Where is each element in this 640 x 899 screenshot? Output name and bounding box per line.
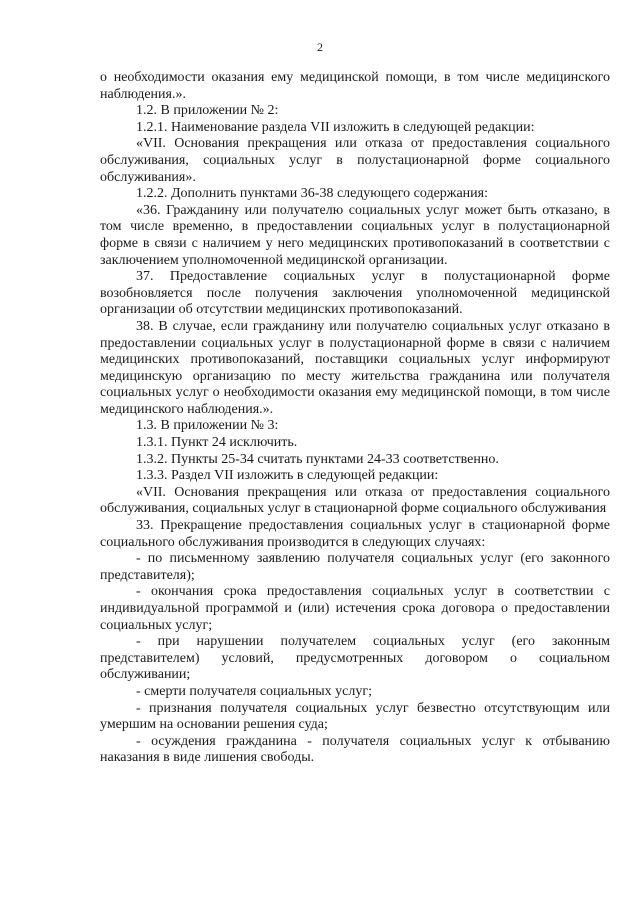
paragraph: 1.3.1. Пункт 24 исключить. (136, 435, 298, 451)
paragraph: - окончания срока предоставления социальных услуг в соответствии с индивидуальной программой и (или) истечения срока договора о предоставлении социальных услуг; (100, 584, 610, 633)
paragraph: - при нарушении получателем социальных услуг (его законным представителем) условий, предусмотренных договором о социальном обслуживании; (100, 634, 610, 683)
document-body (100, 70, 610, 767)
paragraph: 1.3. В приложении № 3: (136, 418, 279, 434)
paragraph: о необходимости оказания ему медицинской помощи, в том числе медицинского наблюдения.». (100, 70, 610, 102)
paragraph: «VII. Основания прекращения или отказа от предоставления социального обслуживания, социальных услуг в стационарной форме социального обслуживания (100, 484, 610, 517)
paragraph: 1.2.2. Дополнить пунктами 36-38 следующего содержания: (136, 186, 488, 202)
paragraph: «VII. Основания прекращения или отказа от предоставления социального обслуживания, социальных услуг в полустационарной форме социального обслуживания». (100, 136, 610, 185)
paragraph: - по письменному заявлению получателя социальных услуг (его законного представителя); (100, 551, 610, 583)
paragraph: - осуждения гражданина - получателя социальных услуг к отбыванию наказания в виде лишения свободы. (100, 733, 610, 766)
paragraph: «36. Гражданину или получателю социальных услуг может быть отказано, в том числе временно, в предоставлении социальных услуг в полустационарной форме в связи с наличием у него медицинских противопоказаний в соответствии с заключением уполномоченной медицинской организации. (100, 202, 610, 268)
paragraph: 1.3.3. Раздел VII изложить в следующей редакции: (136, 468, 439, 484)
paragraph: 33. Прекращение предоставления социальных услуг в стационарной форме социального обслуживания производится в следующих случаях: (100, 518, 610, 550)
paragraph: 1.2. В приложении № 2: (136, 103, 279, 119)
paragraph: 37. Предоставление социальных услуг в полустационарной форме возобновляется после получения заключения уполномоченной медицинской организации об отсутствии медицинских противопоказаний. (100, 269, 610, 318)
paragraph: 1.2.1. Наименование раздела VII изложить в следующей редакции: (136, 119, 535, 135)
paragraph: - смерти получателя социальных услуг; (136, 683, 372, 699)
paragraph: 1.3.2. Пункты 25-34 считать пунктами 24-33 соответственно. (136, 451, 499, 467)
paragraph: 38. В случае, если гражданину или получателю социальных услуг отказано в предоставлении социальных услуг в полустационарной форме в связи с наличием медицинских противопоказаний, поставщики социальных услуг информируют медицинскую организацию по месту жительства гражданина или получателя социальных услуг о необходимости оказания ему медицинской помощи, в том числе медицинского наблюдения.». (100, 318, 610, 417)
paragraph: - признания получателя социальных услуг безвестно отсутствующим или умершим на основании решения суда; (100, 700, 610, 733)
page-number: 2 (317, 40, 323, 54)
